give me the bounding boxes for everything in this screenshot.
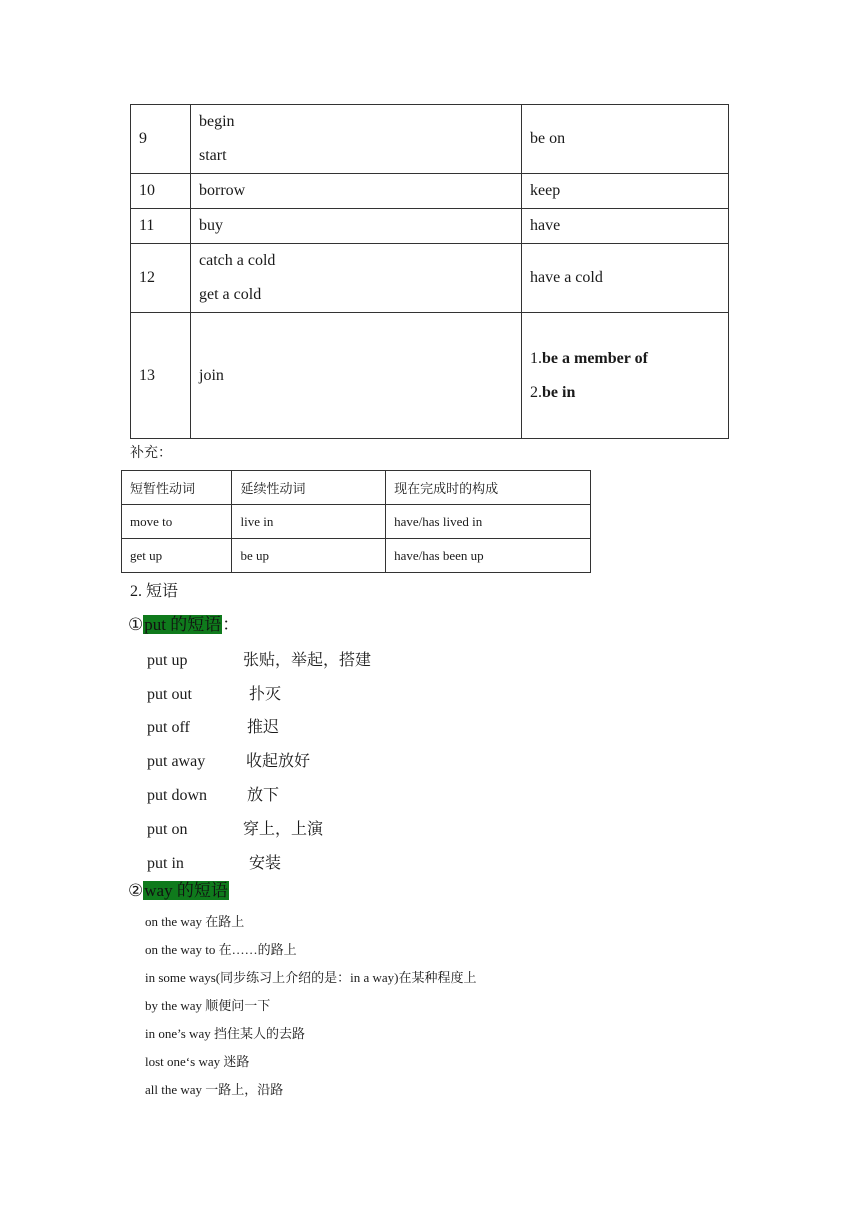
durative-verb-cell: have bbox=[522, 209, 729, 244]
phrase-en: put down bbox=[147, 787, 207, 804]
table-header-row bbox=[122, 471, 591, 505]
table-cell: have/has been up bbox=[386, 539, 591, 573]
cell-line: start bbox=[199, 147, 227, 164]
short-verb-cell: borrow bbox=[191, 174, 522, 209]
supplement-table bbox=[121, 470, 591, 573]
way-phrase-item: in some ways(同步练习上介绍的是：in a way)在某种程度上 bbox=[145, 970, 477, 985]
list-prefix: 1. bbox=[530, 349, 542, 367]
bold-phrase: be a member of bbox=[542, 349, 648, 367]
circled-number: ② bbox=[128, 881, 144, 900]
bold-phrase: be in bbox=[542, 383, 576, 401]
phrase-zh: 推迟 bbox=[247, 719, 280, 736]
header-cell: 短暂性动词 bbox=[122, 471, 232, 505]
table-row bbox=[131, 313, 729, 439]
table-row bbox=[131, 209, 729, 244]
supplement-label: 补充： bbox=[130, 446, 172, 461]
table-row bbox=[122, 539, 591, 573]
durative-verb-cell: keep bbox=[522, 174, 729, 209]
row-number: 9 bbox=[131, 105, 191, 174]
phrase-zh: 穿上，上演 bbox=[243, 821, 324, 838]
row-number: 13 bbox=[131, 313, 191, 439]
short-verb-cell: buy bbox=[191, 209, 522, 244]
phrase-zh: 张贴，举起，搭建 bbox=[243, 652, 372, 669]
phrase-en: put up bbox=[147, 652, 188, 669]
table-cell: live in bbox=[232, 505, 386, 539]
cell-line bbox=[530, 342, 720, 376]
phrase-zh: 安装 bbox=[249, 855, 282, 872]
way-phrases-heading bbox=[128, 878, 229, 904]
table-cell: be up bbox=[232, 539, 386, 573]
way-phrase-item: by the way 顺便问一下 bbox=[145, 998, 271, 1013]
header-cell: 现在完成时的构成 bbox=[386, 471, 591, 505]
phrase-zh: 扑灭 bbox=[249, 686, 282, 703]
cell-line: begin bbox=[199, 113, 235, 130]
list-prefix: 2. bbox=[530, 383, 542, 401]
phrase-en: put away bbox=[147, 753, 206, 770]
phrase-en: put out bbox=[147, 686, 192, 703]
table-row bbox=[122, 505, 591, 539]
phrase-zh: 放下 bbox=[247, 787, 280, 804]
table-row bbox=[131, 174, 729, 209]
phrase-en: put on bbox=[147, 821, 188, 838]
phrase-en: put off bbox=[147, 719, 190, 736]
verb-conversion-table bbox=[130, 104, 729, 439]
row-number: 10 bbox=[131, 174, 191, 209]
heading-colon: ： bbox=[222, 615, 240, 634]
section-title: 2. 短语 bbox=[130, 583, 179, 600]
way-phrase-item: on the way 在路上 bbox=[145, 914, 245, 929]
header-cell: 延续性动词 bbox=[232, 471, 386, 505]
cell-line bbox=[530, 376, 720, 410]
phrase-en: put in bbox=[147, 855, 184, 872]
table-cell: move to bbox=[122, 505, 232, 539]
phrase-zh: 收起放好 bbox=[246, 753, 311, 770]
circled-number: ① bbox=[128, 615, 144, 634]
row-number: 12 bbox=[131, 244, 191, 313]
cell-line: catch a cold bbox=[199, 252, 276, 269]
way-phrase-item: lost one‘s way 迷路 bbox=[145, 1054, 250, 1069]
short-verb-cell bbox=[191, 244, 522, 313]
way-phrase-item: in one’s way 挡住某人的去路 bbox=[145, 1026, 305, 1041]
row-number: 11 bbox=[131, 209, 191, 244]
table-cell: have/has lived in bbox=[386, 505, 591, 539]
cell-line: get a cold bbox=[199, 286, 262, 303]
table-row bbox=[131, 105, 729, 174]
durative-verb-cell: be on bbox=[522, 105, 729, 174]
highlighted-heading: put 的短语 bbox=[144, 615, 222, 634]
highlighted-heading: way 的短语 bbox=[144, 881, 228, 900]
put-phrases-heading bbox=[128, 612, 239, 638]
durative-verb-cell bbox=[522, 313, 729, 439]
short-verb-cell: join bbox=[191, 313, 522, 439]
durative-verb-cell: have a cold bbox=[522, 244, 729, 313]
table-cell: get up bbox=[122, 539, 232, 573]
way-phrase-item: all the way 一路上，沿路 bbox=[145, 1082, 284, 1097]
table-row bbox=[131, 244, 729, 313]
short-verb-cell bbox=[191, 105, 522, 174]
way-phrase-item: on the way to 在……的路上 bbox=[145, 942, 297, 957]
